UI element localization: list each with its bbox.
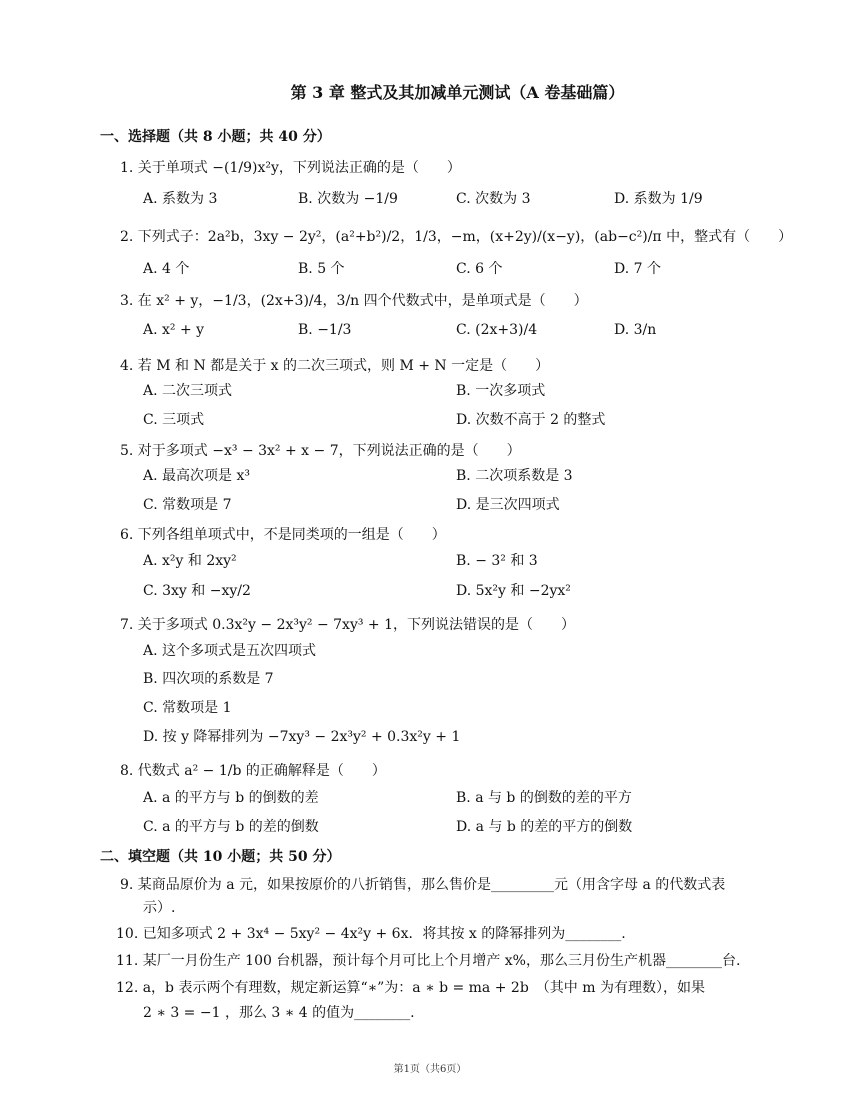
question-9-line-2: 示）.: [143, 900, 176, 916]
question-1-option-d: D. 系数为 1/9: [614, 191, 703, 207]
question-4-stem: 4. 若 M 和 N 都是关于 x 的二次三项式，则 M + N 一定是（ ）: [120, 358, 550, 374]
section-choice-heading: 一、选择题（共 8 小题；共 40 分）: [100, 129, 331, 145]
question-6-stem: 6. 下列各组单项式中，不是同类项的一组是（ ）: [120, 527, 446, 543]
question-6-option-a: A. x²y 和 2xy²: [143, 553, 237, 569]
question-12-line-1: 12. a，b 表示两个有理数，规定新运算“∗”为：a ∗ b = ma + 2b （其中 m 为有理数），如果: [116, 980, 705, 996]
question-3-option-d: D. 3/n: [614, 322, 657, 338]
question-5-stem: 5. 对于多项式 −x³ − 3x² + x − 7，下列说法正确的是（ ）: [120, 443, 521, 459]
question-5-option-b: B. 二次项系数是 3: [456, 468, 573, 484]
page-footer: 第1页（共6页）: [393, 1064, 467, 1075]
question-9-line-1: 9. 某商品原价为 a 元，如果按原价的八折销售，那么售价是_________元（用含字母 a 的代数式表: [120, 877, 726, 893]
question-2-option-a: A. 4 个: [143, 261, 190, 277]
question-8-option-c: C. a 的平方与 b 的差的倒数: [143, 819, 319, 835]
question-6-option-b: B. − 3² 和 3: [456, 553, 538, 569]
question-7-option-d: D. 按 y 降幂排列为 −7xy³ − 2x³y² + 0.3x²y + 1: [143, 729, 461, 745]
question-7-option-c: C. 常数项是 1: [143, 700, 232, 716]
question-5-option-c: C. 常数项是 7: [143, 497, 232, 513]
question-8-option-d: D. a 与 b 的差的平方的倒数: [456, 819, 633, 835]
question-4-option-a: A. 二次三项式: [143, 383, 233, 399]
question-2-option-c: C. 6 个: [456, 261, 503, 277]
question-6-option-d: D. 5x²y 和 −2yx²: [456, 583, 571, 599]
question-8-option-b: B. a 与 b 的倒数的差的平方: [456, 790, 632, 806]
question-4-option-b: B. 一次多项式: [456, 383, 546, 399]
question-2-option-d: D. 7 个: [614, 261, 661, 277]
question-8-stem: 8. 代数式 a² − 1/b 的正确解释是（ ）: [120, 763, 386, 779]
page-title: 第 3 章 整式及其加减单元测试（A 卷基础篇）: [290, 83, 625, 102]
section-fill-heading: 二、填空题（共 10 小题；共 50 分）: [100, 849, 341, 865]
question-3-option-b: B. −1/3: [298, 322, 352, 338]
question-11: 11. 某厂一月份生产 100 台机器，预计每个月可比上个月增产 x%，那么三月份生产机器________台.: [116, 953, 741, 969]
question-5-option-d: D. 是三次四项式: [456, 497, 560, 513]
question-7-option-b: B. 四次项的系数是 7: [143, 671, 274, 687]
question-3-option-c: C. (2x+3)/4: [456, 322, 538, 338]
question-10: 10. 已知多项式 2 + 3x⁴ − 5xy² − 4x²y + 6x．将其按 x 的降幂排列为________.: [116, 926, 626, 942]
question-6-option-c: C. 3xy 和 −xy/2: [143, 583, 251, 599]
question-1-option-b: B. 次数为 −1/9: [298, 191, 398, 207]
question-1-stem: 1. 关于单项式 −(1/9)x²y，下列说法正确的是（ ）: [120, 160, 461, 176]
question-2-option-b: B. 5 个: [298, 261, 345, 277]
question-7-stem: 7. 关于多项式 0.3x²y − 2x³y² − 7xy³ + 1，下列说法错误的是（ ）: [120, 617, 575, 633]
question-3-stem: 3. 在 x² + y，−1/3，(2x+3)/4，3/n 四个代数式中，是单项式是（ ）: [120, 293, 588, 309]
question-1-option-c: C. 次数为 3: [456, 191, 531, 207]
question-2-stem: 2. 下列式子：2a²b，3xy − 2y²，(a²+b²)/2，1/3，−m，(x+2y)/(x−y)，(ab−c²)/π 中，整式有（ ）: [120, 229, 793, 245]
question-4-option-d: D. 次数不高于 2 的整式: [456, 412, 606, 428]
question-7-option-a: A. 这个多项式是五次四项式: [143, 643, 317, 659]
question-12-line-2: 2 ∗ 3 = −1 ，那么 3 ∗ 4 的值为________.: [143, 1005, 415, 1021]
question-3-option-a: A. x² + y: [143, 322, 205, 338]
question-1-option-a: A. 系数为 3: [143, 191, 218, 207]
question-4-option-c: C. 三项式: [143, 412, 205, 428]
question-8-option-a: A. a 的平方与 b 的倒数的差: [143, 790, 319, 806]
question-5-option-a: A. 最高次项是 x³: [143, 468, 250, 484]
